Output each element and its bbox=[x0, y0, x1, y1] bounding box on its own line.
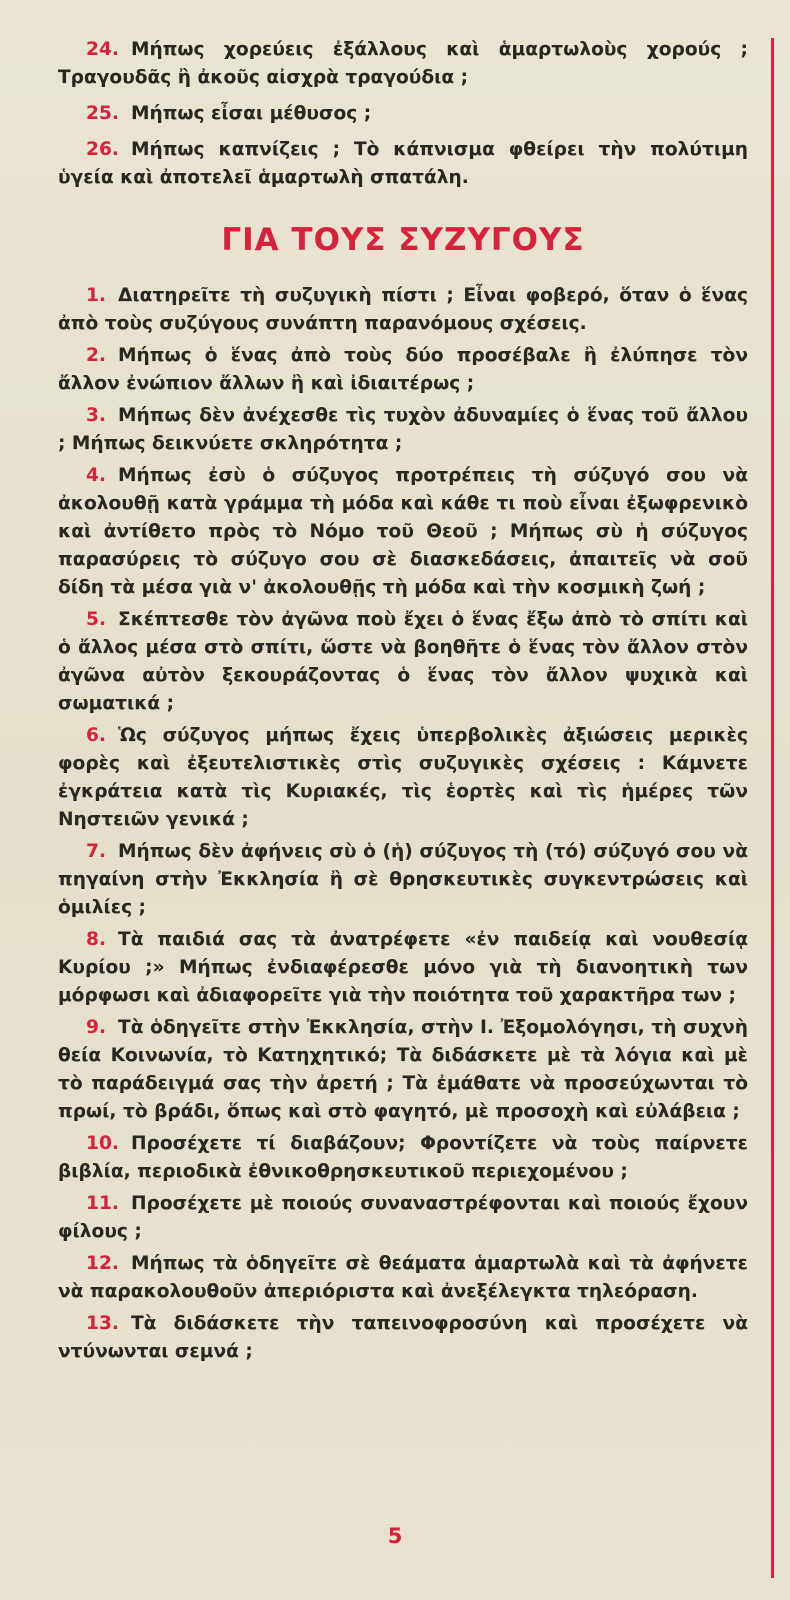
item-number: 3. bbox=[86, 405, 107, 426]
item-number: 1. bbox=[86, 285, 107, 306]
item-text: Τὰ διδάσκετε τὴν ταπεινοφροσύνη καὶ προσέχετε νὰ ντύνωνται σεμνά ; bbox=[58, 1313, 748, 1362]
list-item bbox=[58, 1130, 748, 1186]
list-item bbox=[58, 1014, 748, 1126]
list-item bbox=[58, 722, 748, 834]
item-number: 26. bbox=[86, 139, 119, 160]
item-number: 10. bbox=[86, 1133, 119, 1154]
list-item bbox=[58, 1250, 748, 1306]
item-number: 24. bbox=[86, 39, 119, 60]
page-number: 5 bbox=[387, 1524, 403, 1548]
item-text: Μήπως δὲν ἀφήνεις σὺ ὁ (ἡ) σύζυγος τὴ (τό) σύζυγό σου νὰ πηγαίνη στὴν Ἐκκλησία ἢ σὲ θρησκευτικὲς συγκεντρώσεις καὶ ὁμιλίες ; bbox=[58, 841, 748, 918]
item-number: 11. bbox=[86, 1193, 119, 1214]
item-number: 6. bbox=[86, 725, 107, 746]
item-text: Μήπως ὁ ἕνας ἀπὸ τοὺς δύο προσέβαλε ἢ ἐλύπησε τὸν ἄλλον ἐνώπιον ἄλλων ἢ καὶ ἰδιαιτέρως ; bbox=[58, 345, 748, 394]
item-number: 9. bbox=[86, 1017, 107, 1038]
list-item bbox=[58, 462, 748, 602]
page-content bbox=[58, 36, 748, 1370]
item-number: 2. bbox=[86, 345, 107, 366]
list-item bbox=[58, 606, 748, 718]
list-item bbox=[58, 342, 748, 398]
list-item bbox=[58, 36, 748, 92]
list-item bbox=[58, 402, 748, 458]
item-text: Ὡς σύζυγος μήπως ἔχεις ὑπερβολικὲς ἀξιώσεις μερικὲς φορὲς καὶ ἐξευτελιστικὲς στὶς συζυγικὲς σχέσεις : Κάμνετε ἐγκράτεια κατὰ τὶς Κυριακές, τὶς ἑορτὲς καὶ τὶς ἡμέρες τῶν Νηστειῶν γενικά ; bbox=[58, 725, 748, 830]
item-text: Προσέχετε τί διαβάζουν; Φροντίζετε νὰ τοὺς παίρνετε βιβλία, περιοδικὰ ἐθνικοθρησκευτικοῦ περιεχομένου ; bbox=[58, 1133, 748, 1182]
item-text: Μήπως ἐσὺ ὁ σύζυγος προτρέπεις τὴ σύζυγό σου νὰ ἀκολουθῇ κατὰ γράμμα τὴ μόδα καὶ κάθε τι ποὺ εἶναι ἐξωφρενικὸ καὶ ἀντίθετο πρὸς τὸ Νόμο τοῦ Θεοῦ ; Μήπως σὺ ἡ σύζυγος παρασύρεις τὸ σύζυγο σου σὲ διασκεδάσεις, ἀπαιτεῖς νὰ σοῦ δίδη τὰ μέσα γιὰ ν' ἀκολουθῇς τὴ μόδα καὶ τὴν κοσμικὴ ζωή ; bbox=[58, 465, 748, 598]
list-item bbox=[58, 838, 748, 922]
item-text: Τὰ ὁδηγεῖτε στὴν Ἐκκλησία, στὴν Ι. Ἐξομολόγησι, τὴ συχνὴ θεία Κοινωνία, τὸ Κατηχητικό; Τὰ διδάσκετε μὲ τὰ λόγια καὶ μὲ τὸ παράδειγμά σας τὴν ἀρετή ; Τὰ ἐμάθατε νὰ προσεύχωνται τὸ πρωί, τὸ βράδι, ὅπως καὶ στὸ φαγητό, μὲ προσοχὴ καὶ εὐλάβεια ; bbox=[58, 1017, 748, 1122]
item-text: Διατηρεῖτε τὴ συζυγικὴ πίστι ; Εἶναι φοβερό, ὅταν ὁ ἕνας ἀπὸ τοὺς συζύγους συνάπτη παρανόμους σχέσεις. bbox=[58, 285, 748, 334]
list-item bbox=[58, 282, 748, 338]
list-item bbox=[58, 1190, 748, 1246]
section-heading: ΓΙΑ ΤΟΥΣ ΣΥΖΥΓΟΥΣ bbox=[221, 222, 585, 258]
red-margin-rule bbox=[771, 38, 774, 1578]
item-number: 13. bbox=[86, 1313, 119, 1334]
item-text: Μήπως καπνίζεις ; Τὸ κάπνισμα φθείρει τὴν πολύτιμη ὑγεία καὶ ἀποτελεῖ ἁμαρτωλὴ σπατάλη. bbox=[58, 139, 748, 188]
list-item bbox=[58, 136, 748, 192]
item-text: Προσέχετε μὲ ποιούς συναναστρέφονται καὶ ποιούς ἔχουν φίλους ; bbox=[58, 1193, 748, 1242]
item-text: Μήπως χορεύεις ἐξάλλους καὶ ἁμαρτωλοὺς χορούς ; Τραγουδᾶς ἢ ἀκοῦς αἰσχρὰ τραγούδια ; bbox=[58, 39, 748, 88]
item-text: Σκέπτεσθε τὸν ἀγῶνα ποὺ ἔχει ὁ ἕνας ἔξω ἀπὸ τὸ σπίτι καὶ ὁ ἄλλος μέσα στὸ σπίτι, ὥστε νὰ βοηθῆτε ὁ ἕνας τὸν ἄλλον στὸν ἀγῶνα αὐτὸν ξεκουράζοντας ὁ ἕνας τὸν ἄλλον ψυχικὰ καὶ σωματικά ; bbox=[58, 609, 748, 714]
item-number: 25. bbox=[86, 103, 119, 124]
item-text: Μήπως τὰ ὁδηγεῖτε σὲ θεάματα ἁμαρτωλὰ καὶ τὰ ἀφήνετε νὰ παρακολουθοῦν ἀπεριόριστα καὶ ἀνεξέλεγκτα τηλεόραση. bbox=[58, 1253, 748, 1302]
item-number: 4. bbox=[86, 465, 107, 486]
item-number: 7. bbox=[86, 841, 107, 862]
item-text: Μήπως δὲν ἀνέχεσθε τὶς τυχὸν ἀδυναμίες ὁ ἕνας τοῦ ἄλλου ; Μήπως δεικνύετε σκληρότητα ; bbox=[58, 405, 748, 454]
item-number: 5. bbox=[86, 609, 107, 630]
item-text: Μήπως εἶσαι μέθυσος ; bbox=[130, 103, 372, 124]
item-number: 8. bbox=[86, 929, 107, 950]
list-item bbox=[58, 926, 748, 1010]
list-item bbox=[58, 100, 748, 128]
item-number: 12. bbox=[86, 1253, 119, 1274]
item-text: Τὰ παιδιά σας τὰ ἀνατρέφετε «ἐν παιδείᾳ καὶ νουθεσίᾳ Κυρίου ;» Μήπως ἐνδιαφέρεσθε μόνο γιὰ τὴ διανοητικὴ των μόρφωσι καὶ ἀδιαφορεῖτε γιὰ τὴν ποιότητα τοῦ χαρακτῆρα των ; bbox=[58, 929, 748, 1006]
list-item bbox=[58, 1310, 748, 1366]
